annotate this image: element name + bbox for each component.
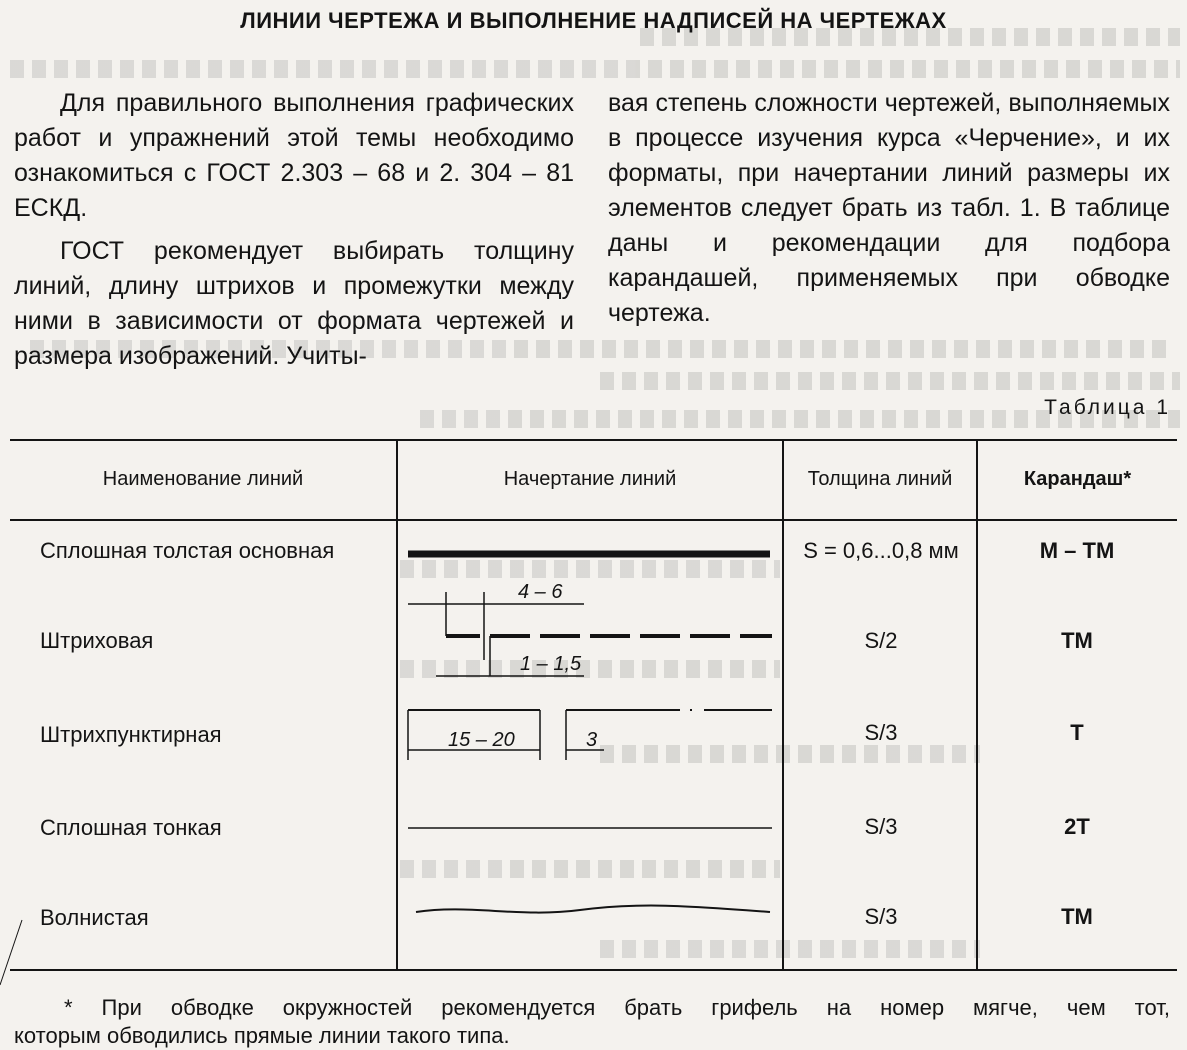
dash-length-label: 4 – 6 xyxy=(518,581,563,603)
footnote-line: * При обводке окружностей рекомендуется брать грифель на номер мягче, чем тот, xyxy=(64,995,1170,1020)
row-thickness: S = 0,6...0,8 мм xyxy=(803,538,959,563)
wavy-line-sample xyxy=(416,906,770,913)
row-name: Волнистая xyxy=(40,905,149,930)
page-title: ЛИНИИ ЧЕРТЕЖА И ВЫПОЛНЕНИЕ НАДПИСЕЙ НА ЧЕРТЕЖАХ xyxy=(240,8,947,33)
scan-mark xyxy=(0,920,22,985)
header-drawing: Начертание линий xyxy=(503,468,677,490)
header-name: Наименование линий xyxy=(102,468,304,490)
row-name: Штрихпунктирная xyxy=(40,722,222,747)
row-name: Штриховая xyxy=(40,628,154,653)
footnote xyxy=(14,994,1170,1050)
row-name: Сплошная толстая основная xyxy=(40,538,335,563)
header-pencil: Карандаш* xyxy=(1023,468,1132,490)
row-thickness: S/3 xyxy=(864,814,898,839)
table-caption: Таблица 1 xyxy=(1044,396,1171,419)
row-thickness: S/3 xyxy=(864,720,898,745)
header-thickness: Толщина линий xyxy=(807,468,953,490)
row-pencil: 2Т xyxy=(1064,814,1090,839)
row-thickness: S/3 xyxy=(864,904,898,929)
row-pencil: ТМ xyxy=(1061,904,1093,929)
row-pencil: Т xyxy=(1070,720,1084,745)
row-pencil: М – ТМ xyxy=(1039,538,1115,563)
row-pencil: ТМ xyxy=(1061,628,1093,653)
row-name: Сплошная тонкая xyxy=(40,815,222,840)
dashdot-gap-label: 3 xyxy=(586,729,598,751)
dashdot-length-label: 15 – 20 xyxy=(448,729,515,751)
paragraph: ГОСТ рекомендует выбирать толщину линий, длину штрихов и промежутки между ними в зависимости от формата чертежей и размера изображений. Учиты- xyxy=(14,237,574,370)
paragraph: вая степень сложности чертежей, выполняемых в процессе изучения курса «Черчение», и их форматы, при начертании линий размеры их элементов следует брать из табл. 1. В таблице даны и рекомендации для подбора карандашей, применяемых при обводке чертежа. xyxy=(608,89,1170,327)
paragraph: Для правильного выполнения графических работ и упражнений этой темы необходимо ознакомиться с ГОСТ 2.303 – 68 и 2. 304 – 81 ЕСКД. xyxy=(14,89,574,222)
row-thickness: S/2 xyxy=(864,628,898,653)
footnote-line: которым обводились прямые линии такого типа. xyxy=(14,1023,510,1048)
dash-gap-label: 1 – 1,5 xyxy=(520,653,582,675)
